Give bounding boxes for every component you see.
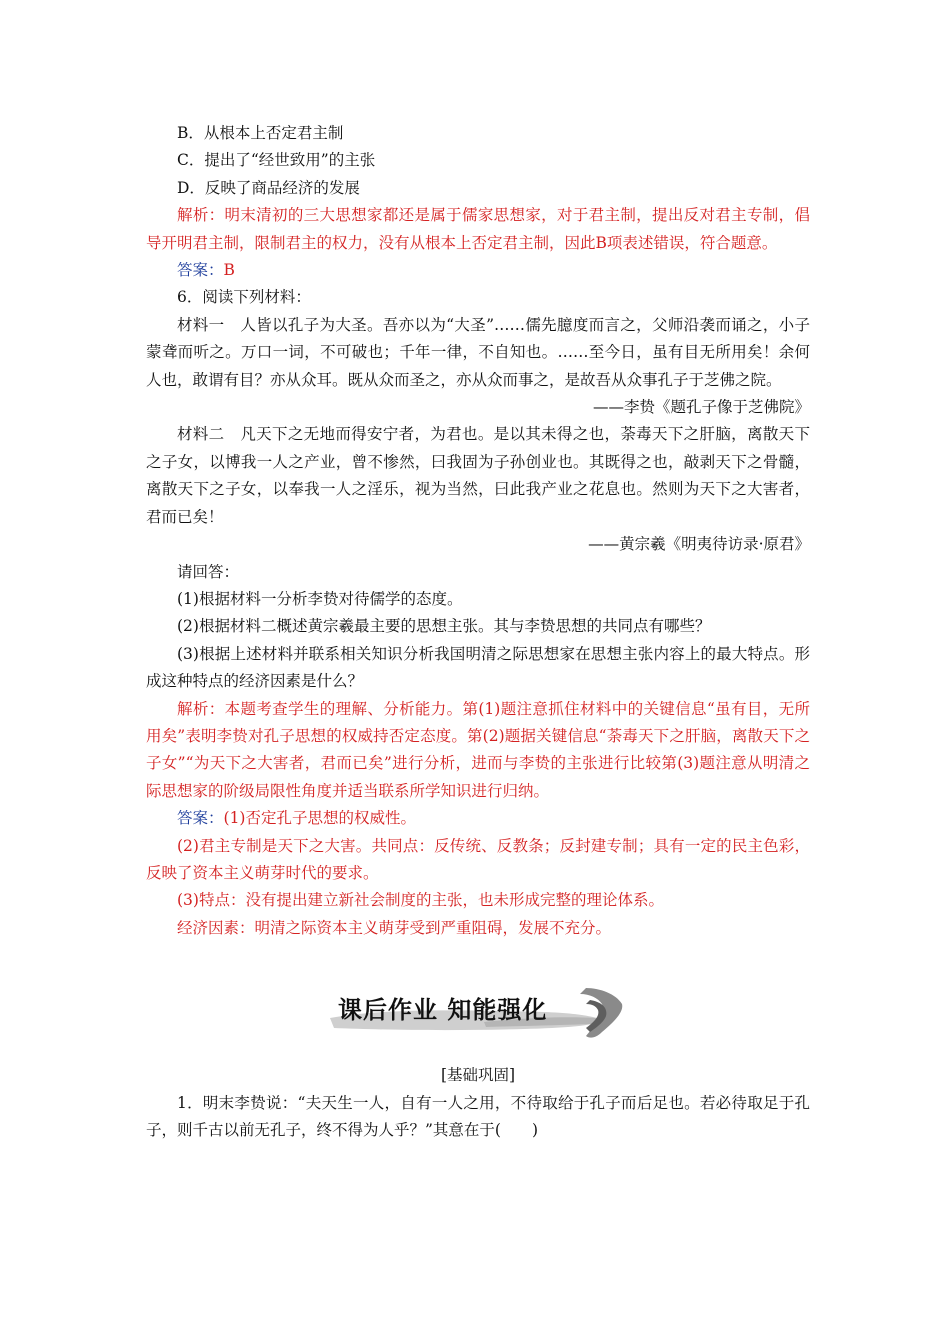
q6-answer-1 <box>146 805 810 832</box>
q6-material-2: 材料二 凡天下之无地而得安宁者，为君也。是以其未得之也，荼毒天下之肝脑，离散天下之子女，以博我一人之产业，曾不惨然，曰我固为子孙创业也。其既得之也，敲剥天下之骨髓，离散天下之子女，以奉我一人之淫乐，视为当然，曰此我产业之花息也。然则为天下之大害者，君而已矣！ <box>146 425 810 526</box>
q6-sub-question-1: (1)根据材料一分析李贽对待儒学的态度。 <box>177 589 463 608</box>
q6-analysis-label: 解析： <box>177 699 225 718</box>
q6-answer-label: 答案： <box>177 809 224 828</box>
section-banner <box>146 978 810 1048</box>
q6-ask: 请回答： <box>177 562 240 581</box>
q6-answer-1-text: (1)否定孔子思想的权威性。 <box>223 809 416 828</box>
banner-title: 课后作业 知能强化 <box>338 996 548 1025</box>
q5-answer <box>146 257 810 284</box>
q6-sub-question-3: (3)根据上述材料并联系相关知识分析我国明清之际思想家在思想主张内容上的最大特点。形成这种特点的经济因素是什么？ <box>146 644 810 691</box>
document-content <box>146 120 810 1144</box>
q6-source-2: ——黄宗羲《明夷待访录·原君》 <box>588 535 810 554</box>
section-heading: [基础巩固] <box>440 1066 516 1085</box>
q5-analysis-text: 明末清初的三大思想家都还是属于儒家思想家，对于君主制，提出反对君主专制，倡导开明君主制，限制君主的权力，没有从根本上否定君主制，因此B项表述错误，符合题意。 <box>146 206 810 252</box>
q6-answer-2: (2)君主专制是天下之大害。共同点：反传统、反教条；反封建专制；具有一定的民主色彩，反映了资本主义萌芽时代的要求。 <box>146 836 810 882</box>
q5-analysis <box>146 202 810 257</box>
q5-answer-text: B <box>223 261 235 280</box>
q6-analysis <box>146 696 810 806</box>
q6-analysis-text: 本题考查学生的理解、分析能力。第(1)题注意抓住材料中的关键信息“虽有目，无所用矣”表明李贽对孔子思想的权威持否定态度。第(2)题据关键信息“荼毒天下之肝脑，离散天下之子女”“为天下之大害者，君而已矣”进行分析，进而与李贽的主张进行比较第(3)题注意从明清之际思想家的阶级局限性角度并适当联系所学知识进行归纳。 <box>146 699 810 800</box>
q6-material-1: 材料一 人皆以孔子为大圣。吾亦以为“大圣”……儒先臆度而言之，父师沿袭而诵之，小子蒙聋而听之。万口一词，不可破也；千年一律，不自知也。……至今日，虽有目无所用矣！余何人也，敢谓有目？亦从众耳。既从众而圣之，亦从众而事之，是故吾从众事孔子于芝佛之院。 <box>146 315 810 389</box>
q1-stem: 1．明末李贽说：“夫天生一人，自有一人之用，不待取给于孔子而后足也。若必待取足于孔子，则千古以前无孔子，终不得为人乎？”其意在于( ) <box>146 1093 810 1139</box>
q6-source-1: ——李贽《题孔子像于芝佛院》 <box>592 398 810 417</box>
q6-answer-3: (3)特点：没有提出建立新社会制度的主张，也未形成完整的理论体系。 <box>177 891 664 910</box>
option-b: B．从根本上否定君主制 <box>177 124 344 142</box>
q5-analysis-label: 解析： <box>177 206 225 225</box>
q5-answer-label: 答案： <box>177 261 224 280</box>
q6-answer-4: 经济因素：明清之际资本主义萌芽受到严重阻碍，发展不充分。 <box>177 918 612 937</box>
q6-stem: 6．阅读下列材料： <box>177 288 311 307</box>
option-d: D．反映了商品经济的发展 <box>177 178 360 197</box>
q6-sub-question-2: (2)根据材料二概述黄宗羲最主要的思想主张。其与李贽思想的共同点有哪些？ <box>177 617 711 636</box>
option-c: C．提出了“经世致用”的主张 <box>177 151 376 170</box>
